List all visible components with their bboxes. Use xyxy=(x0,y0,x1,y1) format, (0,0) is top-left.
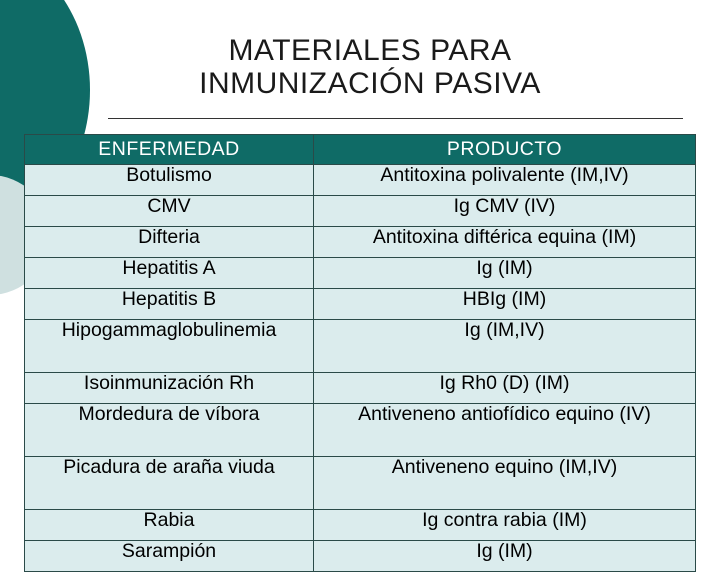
disease-cell: Mordedura de víbora xyxy=(25,404,314,457)
product-cell: Ig (IM) xyxy=(314,541,696,572)
disease-cell: CMV xyxy=(25,196,314,227)
product-cell: Antitoxina diftérica equina (IM) xyxy=(314,227,696,258)
product-cell: Ig contra rabia (IM) xyxy=(314,510,696,541)
disease-cell: Hepatitis A xyxy=(25,258,314,289)
header-enfermedad: ENFERMEDAD xyxy=(25,135,314,165)
product-cell: HBIg (IM) xyxy=(314,289,696,320)
disease-cell: Difteria xyxy=(25,227,314,258)
title-divider xyxy=(108,118,683,119)
disease-cell: Isoinmunización Rh xyxy=(25,373,314,404)
slide-title xyxy=(130,34,610,100)
product-cell: Ig Rh0 (D) (IM) xyxy=(314,373,696,404)
table-row xyxy=(25,258,696,289)
product-cell: Antiveneno equino (IM,IV) xyxy=(314,457,696,510)
table-row xyxy=(25,320,696,373)
table-row xyxy=(25,289,696,320)
product-cell: Ig CMV (IV) xyxy=(314,196,696,227)
product-cell: Antiveneno antiofídico equino (IV) xyxy=(314,404,696,457)
disease-cell: Hipogammaglobulinemia xyxy=(25,320,314,373)
title-line-1: MATERIALES PARA xyxy=(228,34,512,67)
header-producto: PRODUCTO xyxy=(314,135,696,165)
product-cell: Ig (IM,IV) xyxy=(314,320,696,373)
disease-cell: Sarampión xyxy=(25,541,314,572)
title-line-2: INMUNIZACIÓN PASIVA xyxy=(199,67,541,100)
table-row xyxy=(25,227,696,258)
disease-cell: Rabia xyxy=(25,510,314,541)
table-row xyxy=(25,457,696,510)
product-cell: Ig (IM) xyxy=(314,258,696,289)
disease-cell: Picadura de araña viuda xyxy=(25,457,314,510)
product-cell: Antitoxina polivalente (IM,IV) xyxy=(314,165,696,196)
table-header-row xyxy=(25,135,696,165)
table-row xyxy=(25,373,696,404)
table-row xyxy=(25,541,696,572)
table-row xyxy=(25,510,696,541)
table-row xyxy=(25,196,696,227)
table-row xyxy=(25,404,696,457)
disease-cell: Botulismo xyxy=(25,165,314,196)
disease-cell: Hepatitis B xyxy=(25,289,314,320)
table-row xyxy=(25,165,696,196)
immunization-table xyxy=(24,134,696,572)
